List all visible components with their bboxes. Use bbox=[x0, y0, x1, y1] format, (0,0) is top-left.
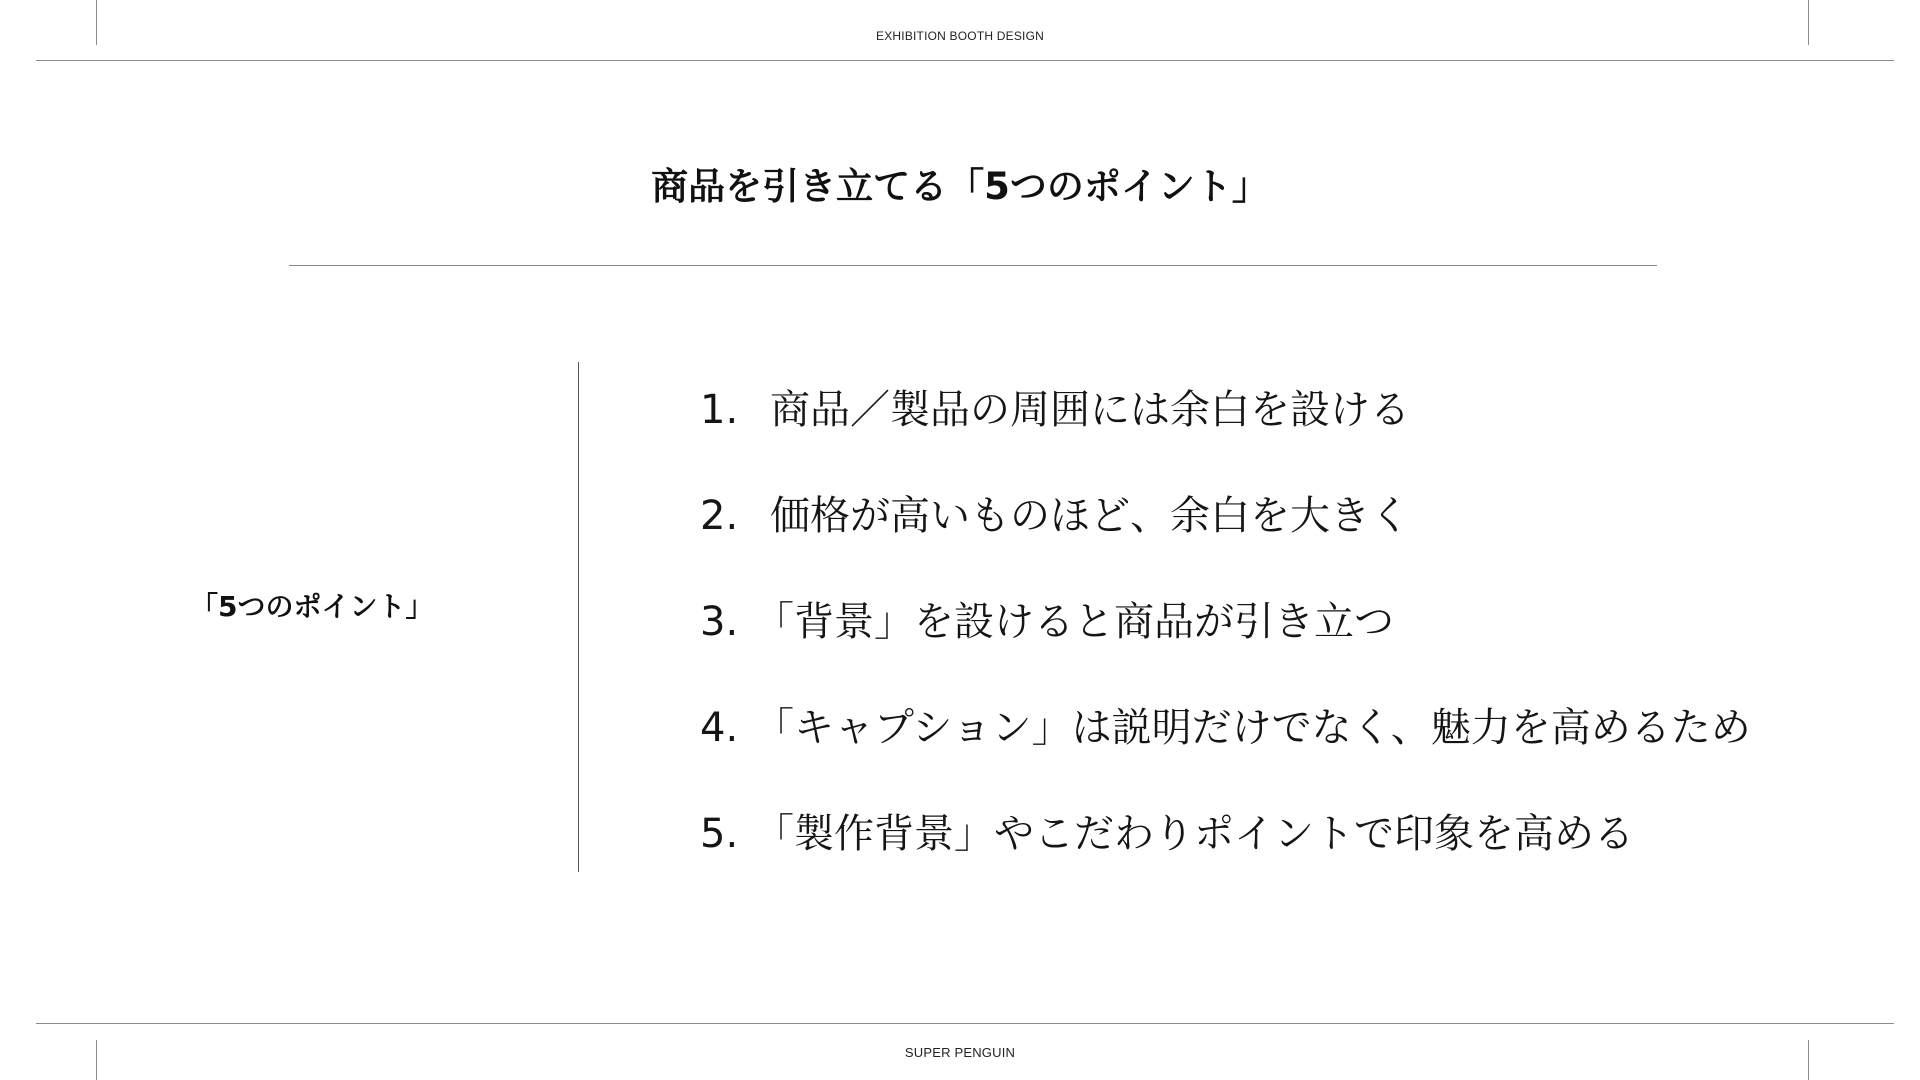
point-item-4 bbox=[700, 698, 1751, 758]
point-text: 商品／製品の周囲には余白を設ける bbox=[770, 387, 1410, 433]
content-separator bbox=[578, 362, 579, 872]
point-number: 4. bbox=[700, 705, 739, 751]
point-number: 2. bbox=[700, 493, 739, 539]
footer-divider bbox=[36, 1023, 1894, 1024]
point-text: 価格が高いものほど、余白を大きく bbox=[770, 493, 1410, 539]
header-divider bbox=[36, 60, 1894, 61]
point-text: 「背景」を設けると商品が引き立つ bbox=[754, 599, 1394, 645]
point-number: 5. bbox=[700, 811, 739, 857]
point-item-1 bbox=[700, 380, 1410, 440]
point-number: 1. bbox=[700, 387, 739, 433]
side-heading: 「5つのポイント」 bbox=[190, 590, 434, 623]
point-item-3 bbox=[700, 592, 1394, 652]
point-text: 「キャプション」は説明だけでなく、魅力を高めるため bbox=[754, 705, 1751, 751]
title-underline bbox=[289, 265, 1657, 266]
point-item-5 bbox=[700, 804, 1634, 864]
point-text: 「製作背景」やこだわりポイントで印象を高める bbox=[754, 811, 1634, 857]
slide-title: 商品を引き立てる「5つのポイント」 bbox=[651, 165, 1269, 208]
point-item-2 bbox=[700, 486, 1410, 546]
footer-label: SUPER PENGUIN bbox=[904, 1045, 1016, 1060]
header-label: EXHIBITION BOOTH DESIGN bbox=[876, 29, 1044, 43]
point-number: 3. bbox=[700, 599, 739, 645]
